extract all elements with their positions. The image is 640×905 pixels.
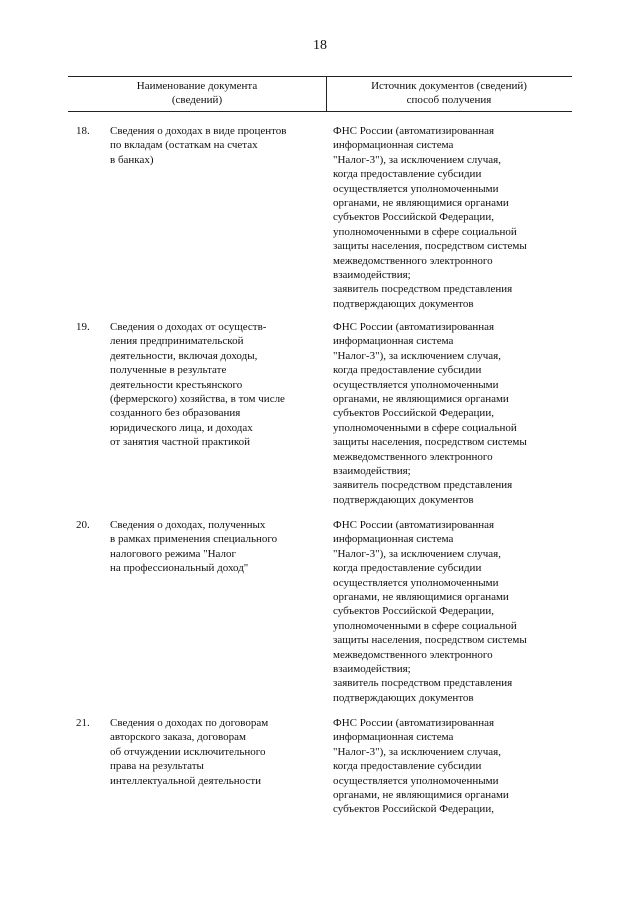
row-number: 19.: [76, 321, 90, 333]
text-line: (сведений): [171, 94, 223, 106]
document-source: [333, 716, 573, 817]
text-line: субъектов Российской Федерации,: [333, 803, 494, 816]
document-source: [333, 518, 573, 705]
text-line: "Налог-3"), за исключением случая,: [333, 547, 501, 560]
text-line: Сведения о доходах в виде процентов: [110, 125, 287, 137]
text-line: когда предоставление субсидии: [333, 168, 482, 181]
text-line: деятельности, включая доходы,: [110, 349, 258, 362]
text-line: подтверждающих документов: [333, 297, 474, 310]
text-line: уполномоченными в сфере социальной: [333, 421, 517, 434]
text-line: юридического лица, и доходах: [110, 421, 253, 434]
text-line: авторского заказа, договорам: [110, 731, 246, 744]
text-line: полученные в результате: [110, 364, 227, 377]
page-number: 18: [313, 38, 327, 53]
document-name: [110, 518, 325, 576]
text-line: защиты населения, посредством системы: [333, 634, 527, 647]
text-line: информационная система: [333, 335, 454, 348]
text-line: межведомственного электронного: [333, 450, 493, 463]
text-line: ФНС России (автоматизированная: [333, 321, 495, 333]
text-line: защиты населения, посредством системы: [333, 436, 527, 449]
document-name: [110, 124, 325, 167]
text-line: в рамках применения специального: [110, 533, 278, 546]
text-line: Сведения о доходах, полученных: [110, 519, 266, 531]
text-line: "Налог-3"), за исключением случая,: [333, 745, 501, 758]
text-line: когда предоставление субсидии: [333, 364, 482, 377]
text-line: ФНС России (автоматизированная: [333, 717, 495, 729]
text-line: "Налог-3"), за исключением случая,: [333, 153, 501, 166]
text-line: ления предпринимательской: [110, 335, 244, 348]
text-line: взаимодействия;: [333, 269, 411, 282]
text-line: защиты населения, посредством системы: [333, 240, 527, 253]
text-line: субъектов Российской Федерации,: [333, 211, 494, 224]
document-name: [110, 320, 325, 450]
text-line: взаимодействия;: [333, 465, 411, 478]
text-line: уполномоченными в сфере социальной: [333, 619, 517, 632]
text-line: органами, не являющимися органами: [333, 393, 509, 406]
text-line: созданного без образования: [110, 407, 241, 420]
text-line: заявитель посредством представления: [333, 479, 513, 492]
table-header: [68, 76, 572, 112]
document-source: [333, 320, 573, 507]
text-line: субъектов Российской Федерации,: [333, 407, 494, 420]
row-number: 21.: [76, 717, 90, 729]
text-line: на профессиональный доход": [110, 562, 249, 575]
text-line: осуществляется уполномоченными: [333, 182, 499, 195]
text-line: субъектов Российской Федерации,: [333, 605, 494, 618]
text-line: об отчуждении исключительного: [110, 745, 266, 758]
text-line: "Налог-3"), за исключением случая,: [333, 349, 501, 362]
text-line: межведомственного электронного: [333, 648, 493, 661]
text-line: уполномоченными в сфере социальной: [333, 225, 517, 238]
text-line: органами, не являющимися органами: [333, 591, 509, 604]
text-line: по вкладам (остаткам на счетах: [110, 139, 258, 152]
text-line: Наименование документа: [136, 80, 258, 92]
document-source: [333, 124, 573, 311]
text-line: заявитель посредством представления: [333, 283, 513, 296]
text-line: в банках): [110, 153, 154, 166]
row-number: 20.: [76, 519, 90, 531]
text-line: взаимодействия;: [333, 663, 411, 676]
text-line: информационная система: [333, 533, 454, 546]
text-line: (фермерского) хозяйства, в том числе: [110, 393, 285, 406]
text-line: Сведения о доходах по договорам: [110, 717, 269, 729]
text-line: деятельности крестьянского: [110, 378, 243, 391]
text-line: информационная система: [333, 731, 454, 744]
text-line: права на результаты: [110, 760, 204, 773]
text-line: интеллектуальной деятельности: [110, 774, 262, 787]
text-line: от занятия частной практикой: [110, 436, 251, 449]
document-name: [110, 716, 325, 788]
row-number: 18.: [76, 125, 90, 137]
text-line: способ получения: [406, 94, 492, 106]
header-document-source: [326, 79, 572, 107]
text-line: межведомственного электронного: [333, 254, 493, 267]
text-line: налогового режима "Налог: [110, 547, 237, 560]
header-document-name: [68, 79, 326, 107]
text-line: осуществляется уполномоченными: [333, 774, 499, 787]
text-line: подтверждающих документов: [333, 691, 474, 704]
text-line: когда предоставление субсидии: [333, 562, 482, 575]
text-line: ФНС России (автоматизированная: [333, 125, 495, 137]
text-line: органами, не являющимися органами: [333, 789, 509, 802]
text-line: Сведения о доходах от осуществ-: [110, 321, 267, 333]
text-line: когда предоставление субсидии: [333, 760, 482, 773]
text-line: заявитель посредством представления: [333, 677, 513, 690]
text-line: информационная система: [333, 139, 454, 152]
text-line: ФНС России (автоматизированная: [333, 519, 495, 531]
text-line: подтверждающих документов: [333, 493, 474, 506]
text-line: Источник документов (сведений): [371, 80, 527, 92]
text-line: осуществляется уполномоченными: [333, 378, 499, 391]
text-line: осуществляется уполномоченными: [333, 576, 499, 589]
text-line: органами, не являющимися органами: [333, 197, 509, 210]
